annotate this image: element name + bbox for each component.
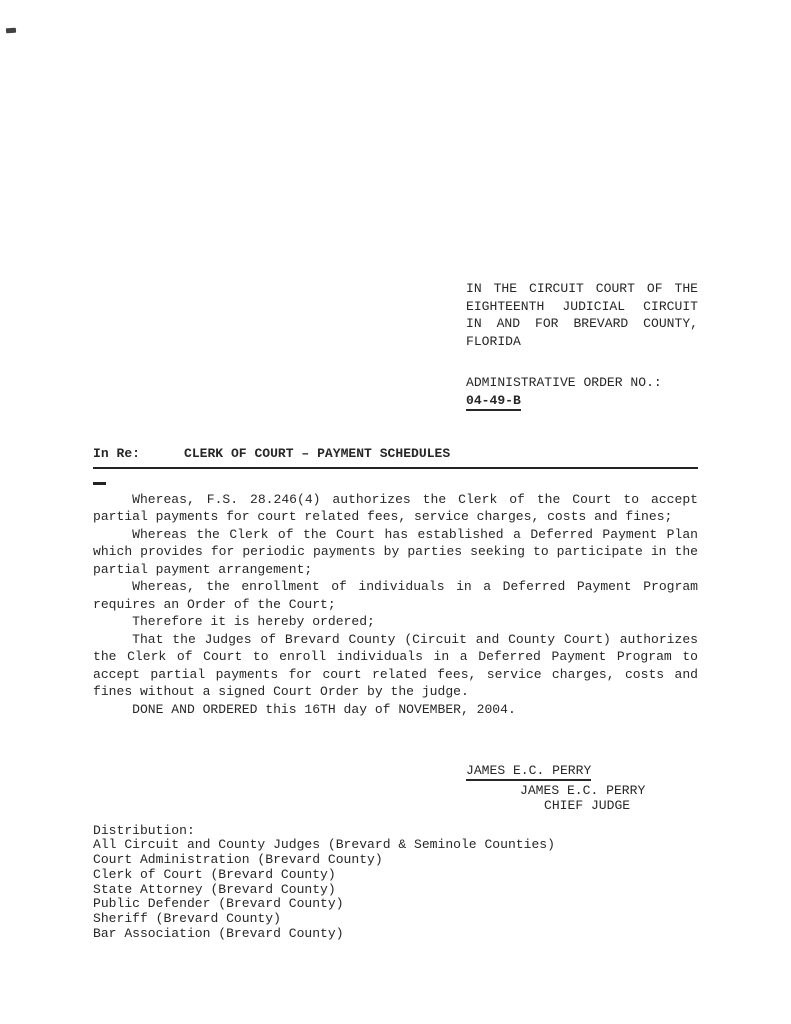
signature-title: CHIEF JUDGE	[544, 798, 631, 813]
distribution-label: Distribution:	[93, 822, 195, 838]
stray-underscore-mark	[93, 482, 106, 485]
subject-divider-rule	[93, 467, 698, 469]
order-body	[93, 491, 698, 719]
signature-name-signed: JAMES E.C. PERRY	[466, 763, 591, 781]
order-subject-title: CLERK OF COURT – PAYMENT SCHEDULES	[183, 446, 451, 461]
order-paragraph: Whereas, the enrollment of individuals in a Deferred Payment Program requires an Order of the Court;	[93, 579, 698, 612]
admin-order-number: 04-49-B	[466, 392, 521, 412]
distribution-list	[93, 824, 698, 942]
signature-block	[466, 763, 698, 814]
distribution-item: Sheriff (Brevard County)	[93, 911, 281, 927]
order-paragraph: Whereas, F.S. 28.246(4) authorizes the Clerk of the Court to accept partial payments for court related fees, service charges, costs and fines;	[93, 491, 698, 524]
order-paragraph: Whereas the Clerk of the Court has established a Deferred Payment Plan which provides for periodic payments by parties seeking to participate in the partial payment arrangement;	[93, 526, 698, 577]
court-header-block	[466, 280, 698, 411]
document-content	[0, 280, 791, 942]
admin-order-label: ADMINISTRATIVE ORDER NO.:	[466, 375, 662, 390]
in-re-label: In Re:	[93, 446, 140, 461]
subject-line	[93, 445, 698, 463]
scan-artifact	[6, 28, 16, 34]
distribution-item: All Circuit and County Judges (Brevard & Seminole Counties)	[93, 837, 555, 853]
court-name: IN THE CIRCUIT COURT OF THE EIGHTEENTH JUDICIAL CIRCUIT IN AND FOR BREVARD COUNTY, FLORIDA	[466, 281, 698, 349]
order-paragraph: That the Judges of Brevard County (Circuit and County Court) authorizes the Clerk of Court to enroll individuals in a Deferred Payment Program to accept partial payments for court related fees, service charges, costs and fines without a signed Court Order by the judge.	[93, 631, 698, 699]
signature-name-printed: JAMES E.C. PERRY	[520, 782, 646, 798]
distribution-item: Bar Association (Brevard County)	[93, 926, 344, 942]
order-paragraph: Therefore it is hereby ordered;	[132, 614, 375, 629]
admin-order-block	[466, 374, 698, 411]
distribution-item: State Attorney (Brevard County)	[93, 881, 336, 897]
distribution-item: Clerk of Court (Brevard County)	[93, 866, 336, 882]
distribution-item: Public Defender (Brevard County)	[93, 896, 344, 912]
distribution-item: Court Administration (Brevard County)	[93, 852, 383, 868]
done-and-ordered-line: DONE AND ORDERED this 16TH day of NOVEMBER, 2004.	[132, 701, 516, 717]
